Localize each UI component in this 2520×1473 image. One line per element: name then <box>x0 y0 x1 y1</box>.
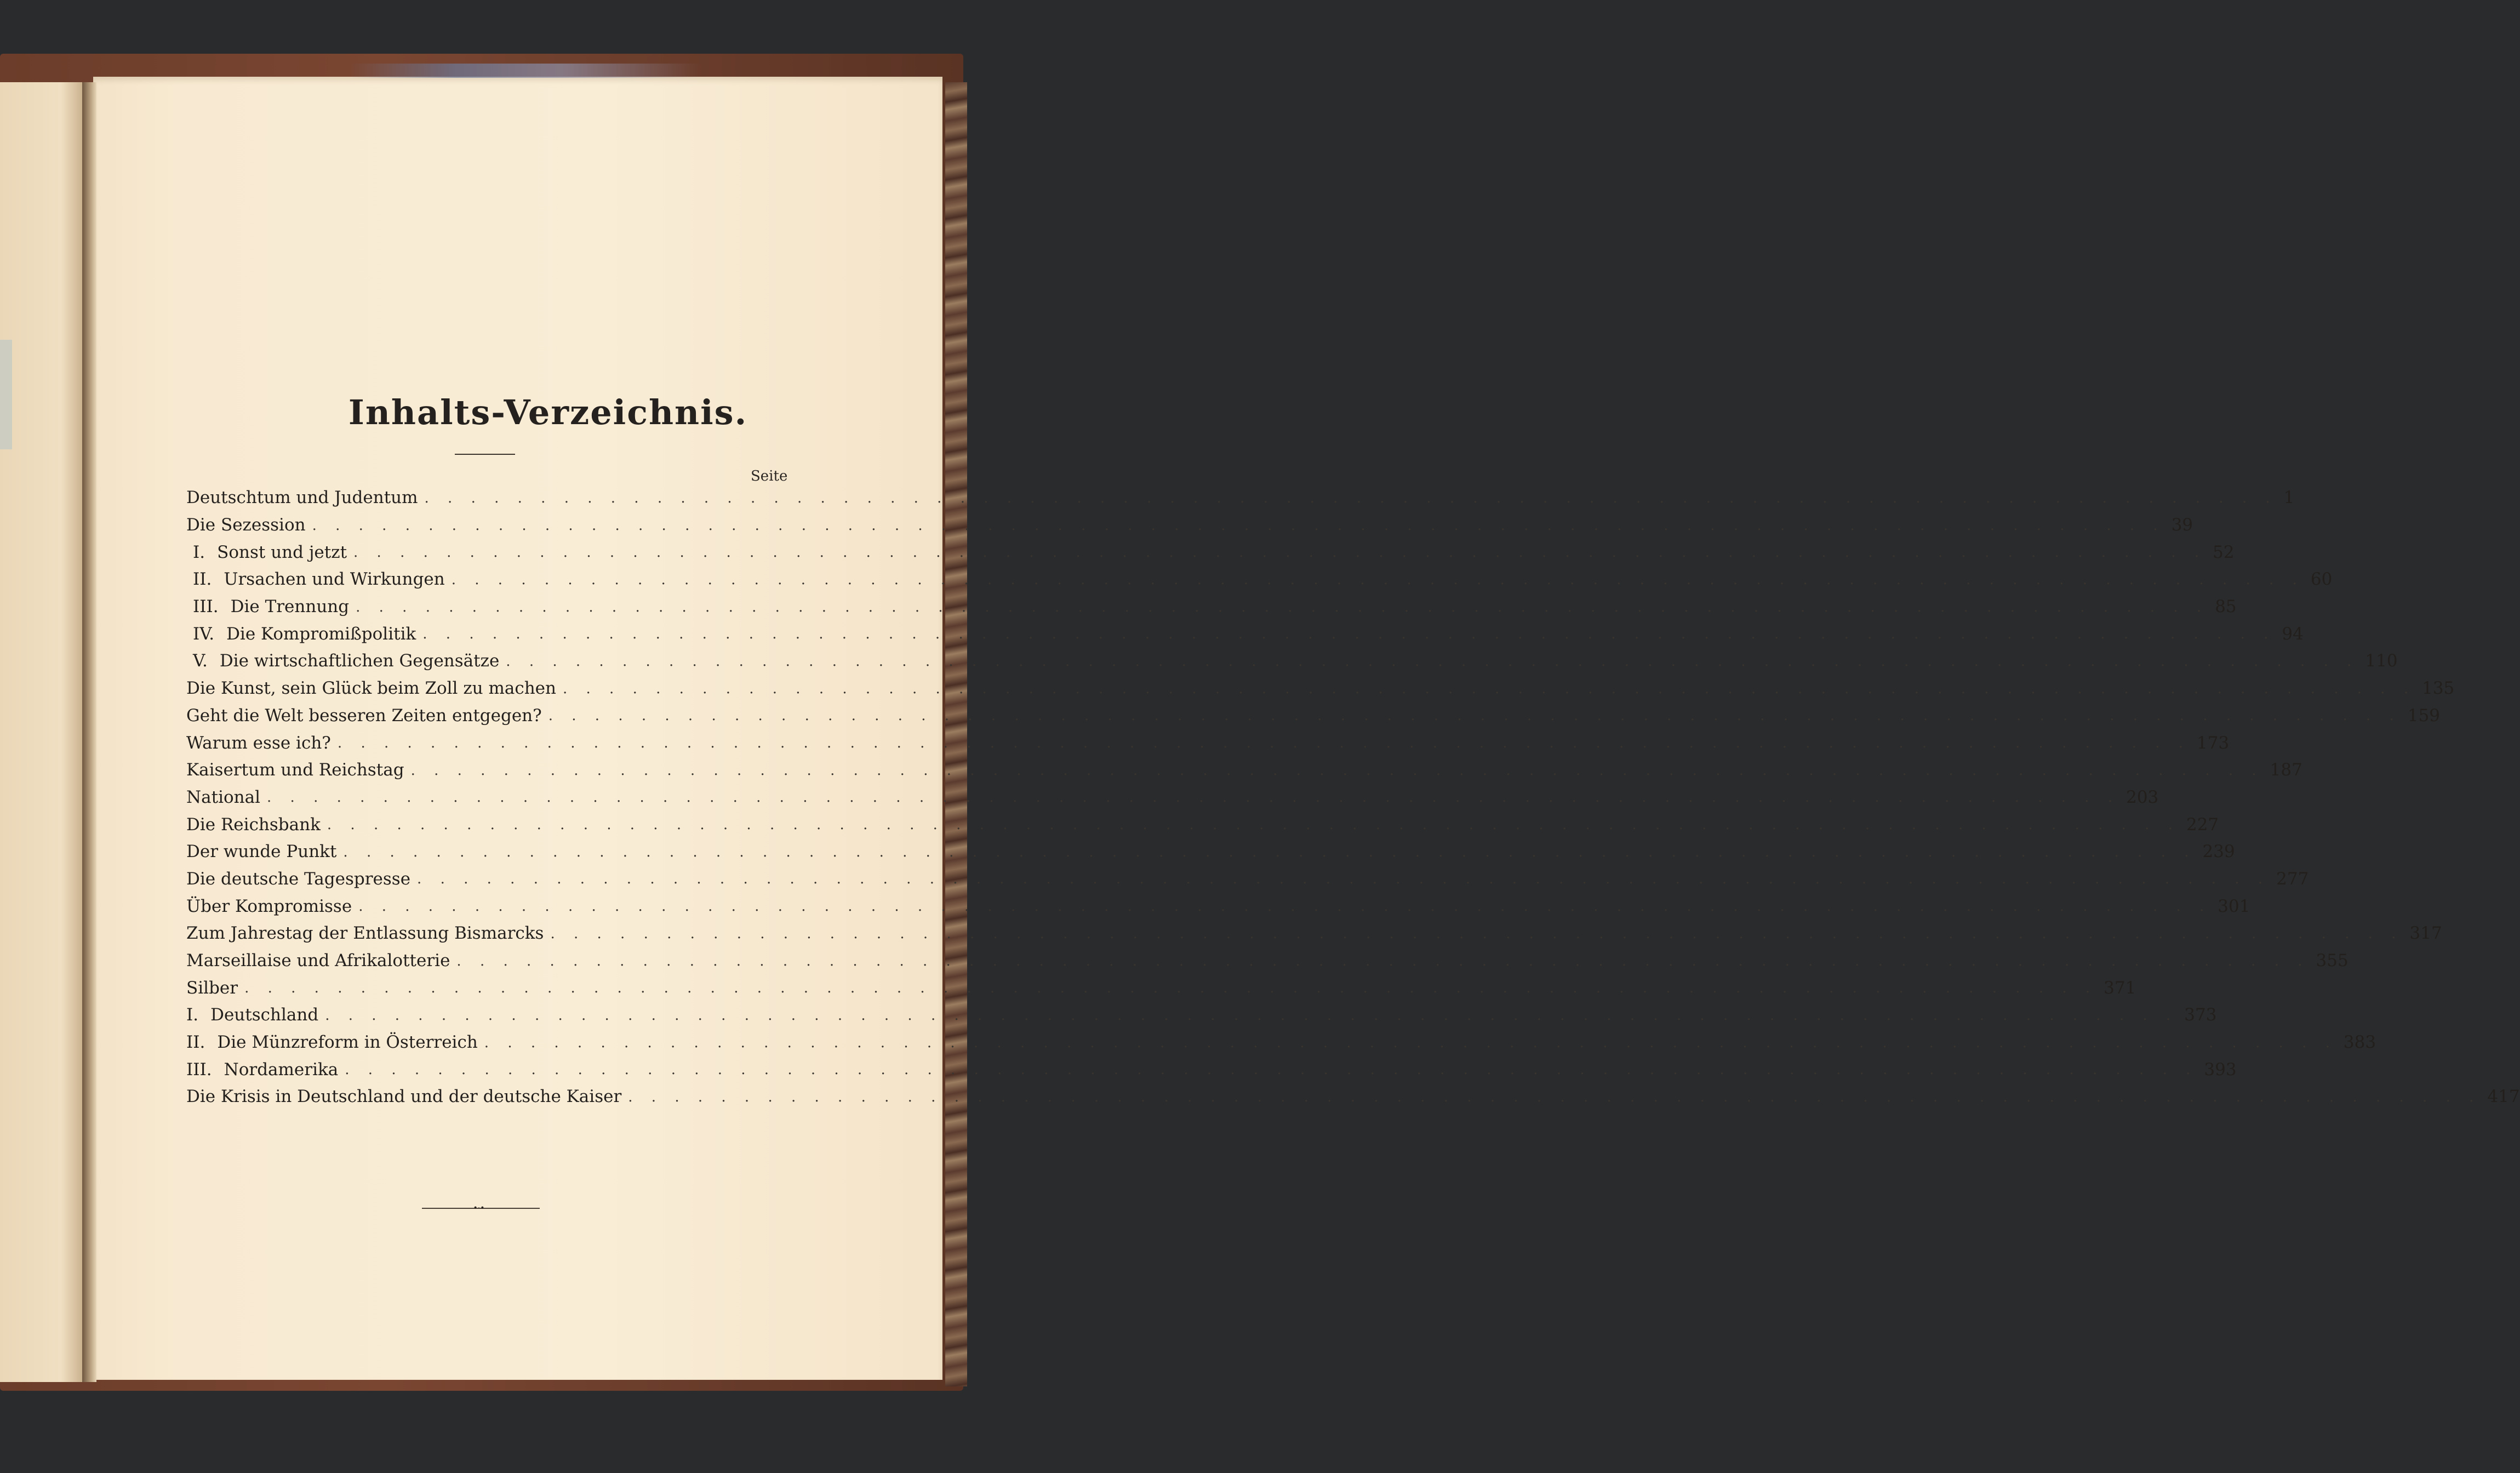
page-top-discoloration <box>351 64 701 78</box>
toc-entry-title: National <box>186 787 261 807</box>
marbled-edge <box>945 82 967 1386</box>
toc-entry <box>186 484 2295 512</box>
dot-leader: . . . . . . . . . . . . . . . . . . . . . . . . . . . . . . . . . . . . . . . . . . . . . . . . . . . . . . . . . . . . . . . . . . . . . . . . . . . . . . . . <box>267 789 2120 806</box>
toc-entry <box>186 811 2219 838</box>
left-page <box>0 82 88 1382</box>
toc-entry-title: Marseillaise und Afrikalotterie <box>186 951 450 971</box>
toc-entry <box>186 539 2235 566</box>
dot-leader: . . . . . . . . . . . . . . . . . . . . . . . . . . . . . . . . . . . . . . . . . . . . . . . . . . . . . . . . . . . . . . . . . . . . . . . . . . . . . . . . <box>337 735 2191 752</box>
toc-entry <box>186 893 2250 920</box>
dot-leader: . . . . . . . . . . . . . . . . . . . . . . . . . . . . . . . . . . . . . . . . . . . . . . . . . . . . . . . . . . . . . . . . . . . . . . . . . . . . . . . . <box>345 1061 2198 1078</box>
toc-entry-page: 383 <box>2343 1032 2376 1053</box>
toc-entry-title: Die wirtschaftlichen Gegensätze <box>219 651 500 671</box>
toc-entry <box>186 784 2159 812</box>
toc-entry <box>186 648 2398 675</box>
dot-leader: . . . . . . . . . . . . . . . . . . . . . . . . . . . . . . . . . . . . . . . . . . . . . . . . . . . . . . . . . . . . . . . . . . . . . . . . . . . . . . . . <box>343 843 2196 860</box>
toc-entry-title: Die Kunst, sein Glück beim Zoll zu machen <box>186 678 556 699</box>
book-gutter <box>82 82 96 1382</box>
toc-entry-page: 239 <box>2202 842 2235 862</box>
toc-entry-number: I. <box>186 1005 199 1025</box>
dot-leader: . . . . . . . . . . . . . . . . . . . . . . . . . . . . . . . . . . . . . . . . . . . . . . . . . . . . . . . . . . . . . . . . . . . . . . . . . . . . . . . . <box>456 952 2310 969</box>
toc-entry-page: 373 <box>2184 1005 2217 1025</box>
toc-entry <box>186 729 2230 757</box>
toc-entry-number: V. <box>193 651 208 671</box>
toc-entry <box>186 512 2193 539</box>
title-rule <box>455 454 515 455</box>
toc-entry-page: 173 <box>2197 733 2230 753</box>
toc-entry-page: 277 <box>2276 869 2309 889</box>
toc-entry-title: Über Kompromisse <box>186 896 352 916</box>
toc-entry-page: 94 <box>2282 624 2304 644</box>
toc-entry-page: 301 <box>2218 896 2250 916</box>
page-column-label: Seite <box>751 468 788 484</box>
toc-entry-page: 227 <box>2186 814 2219 835</box>
toc-entry <box>186 757 2302 784</box>
toc-entry-page: 52 <box>2213 542 2235 562</box>
toc-entry-page: 85 <box>2215 597 2237 617</box>
toc-entry <box>186 1056 2237 1083</box>
toc-entry-title: Zum Jahrestag der Entlassung Bismarcks <box>186 923 544 944</box>
toc-entry <box>186 675 2455 703</box>
dot-leader: . . . . . . . . . . . . . . . . . . . . . . . . . . . . . . . . . . . . . . . . . . . . . . . . . . . . . . . . . . . . . . . . . . . . . . . . . . . . . . . . <box>353 544 2207 561</box>
toc-entry <box>186 593 2237 621</box>
toc-entry-number: I. <box>193 542 205 562</box>
dot-leader: . . . . . . . . . . . . . . . . . . . . . . . . . . . . . . . . . . . . . . . . . . . . . . . . . . . . . . . . . . . . . . . . . . . . . . . . . . . . . . . . <box>628 1088 2481 1105</box>
toc-entry <box>186 1083 2520 1111</box>
toc-entry-number: II. <box>186 1032 205 1053</box>
toc-entry-number: II. <box>193 569 212 590</box>
dot-leader: . . . . . . . . . . . . . . . . . . . . . . . . . . . . . . . . . . . . . . . . . . . . . . . . . . . . . . . . . . . . . . . . . . . . . . . . . . . . . . . . <box>550 925 2403 942</box>
toc-entry <box>186 947 2348 975</box>
dot-leader: . . . . . . . . . . . . . . . . . . . . . . . . . . . . . . . . . . . . . . . . . . . . . . . . . . . . . . . . . . . . . . . . . . . . . . . . . . . . . . . . <box>356 598 2209 615</box>
toc-entry-title: Die Reichsbank <box>186 814 321 835</box>
toc-entry-title: Die Trennung <box>230 597 350 617</box>
toc-entry-page: 371 <box>2104 978 2136 998</box>
toc-entry-page: 203 <box>2126 787 2159 807</box>
dot-leader: . . . . . . . . . . . . . . . . . . . . . . . . . . . . . . . . . . . . . . . . . . . . . . . . . . . . . . . . . . . . . . . . . . . . . . . . . . . . . . . . <box>410 762 2264 779</box>
toc-entry <box>186 1029 2376 1057</box>
page-title: Inhalts-Verzeichnis. <box>348 392 748 432</box>
toc-entry-page: 417 <box>2487 1087 2520 1107</box>
toc-entry <box>186 866 2309 893</box>
dot-leader: . . . . . . . . . . . . . . . . . . . . . . . . . . . . . . . . . . . . . . . . . . . . . . . . . . . . . . . . . . . . . . . . . . . . . . . . . . . . . . . . <box>484 1034 2337 1051</box>
toc-entry <box>186 566 2333 593</box>
toc-entry-title: Die Sezession <box>186 515 306 535</box>
dot-leader: . . . . . . . . . . . . . . . . . . . . . . . . . . . . . . . . . . . . . . . . . . . . . . . . . . . . . . . . . . . . . . . . . . . . . . . . . . . . . . . . <box>417 871 2270 888</box>
dot-leader: . . . . . . . . . . . . . . . . . . . . . . . . . . . . . . . . . . . . . . . . . . . . . . . . . . . . . . . . . . . . . . . . . . . . . . . . . . . . . . . . <box>325 1007 2178 1024</box>
toc-entry-page: 60 <box>2310 569 2333 590</box>
toc-entry-page: 159 <box>2407 705 2441 726</box>
toc-entry <box>186 1002 2217 1029</box>
dot-leader: . . . . . . . . . . . . . . . . . . . . . . . . . . . . . . . . . . . . . . . . . . . . . . . . . . . . . . . . . . . . . . . . . . . . . . . . . . . . . . . . <box>244 980 2098 997</box>
toc-entry-page: 135 <box>2422 678 2455 699</box>
toc-entry <box>186 620 2304 648</box>
toc-entry-title: Kaisertum und Reichstag <box>186 760 404 780</box>
toc-entry-page: 110 <box>2365 651 2398 671</box>
dot-leader: . . . . . . . . . . . . . . . . . . . . . . . . . . . . . . . . . . . . . . . . . . . . . . . . . . . . . . . . . . . . . . . . . . . . . . . . . . . . . . . . <box>563 680 2416 697</box>
toc-entry <box>186 703 2441 730</box>
dot-leader: . . . . . . . . . . . . . . . . . . . . . . . . . . . . . . . . . . . . . . . . . . . . . . . . . . . . . . . . . . . . . . . . . . . . . . . . . . . . . . . . <box>424 489 2277 506</box>
toc-entry-page: 393 <box>2204 1059 2237 1080</box>
toc-entry-title: Geht die Welt besseren Zeiten entgegen? <box>186 705 542 726</box>
toc-entry-title: Sonst und jetzt <box>217 542 347 562</box>
toc-entry-page: 187 <box>2270 760 2302 780</box>
toc-entry-page: 39 <box>2171 515 2193 535</box>
toc-entry-title: Nordamerika <box>224 1059 339 1080</box>
toc-entry-page: 317 <box>2409 923 2442 944</box>
table-of-contents <box>186 484 2520 1111</box>
toc-entry-title: Die Krisis in Deutschland und der deutsche Kaiser <box>186 1087 622 1107</box>
toc-entry-title: Silber <box>186 978 238 998</box>
toc-entry-page: 1 <box>2283 488 2295 508</box>
toc-entry-title: Ursachen und Wirkungen <box>224 569 445 590</box>
toc-entry-page: 355 <box>2316 951 2348 971</box>
toc-entry <box>186 920 2442 947</box>
toc-entry-title: Die deutsche Tagespresse <box>186 869 411 889</box>
closing-ornament-icon: •·• <box>473 1204 485 1213</box>
toc-entry-title: Die Münzreform in Österreich <box>217 1032 478 1053</box>
toc-entry <box>186 974 2136 1002</box>
toc-entry-title: Die Kompromißpolitik <box>226 624 416 644</box>
toc-entry-number: III. <box>186 1059 212 1080</box>
toc-entry-title: Deutschtum und Judentum <box>186 488 418 508</box>
dot-leader: . . . . . . . . . . . . . . . . . . . . . . . . . . . . . . . . . . . . . . . . . . . . . . . . . . . . . . . . . . . . . . . . . . . . . . . . . . . . . . . . <box>451 571 2304 588</box>
toc-entry-number: IV. <box>193 624 215 644</box>
dot-leader: . . . . . . . . . . . . . . . . . . . . . . . . . . . . . . . . . . . . . . . . . . . . . . . . . . . . . . . . . . . . . . . . . . . . . . . . . . . . . . . . <box>358 898 2212 915</box>
toc-entry-title: Warum esse ich? <box>186 733 331 753</box>
toc-entry-title: Der wunde Punkt <box>186 842 337 862</box>
dot-leader: . . . . . . . . . . . . . . . . . . . . . . . . . . . . . . . . . . . . . . . . . . . . . . . . . . . . . . . . . . . . . . . . . . . . . . . . . . . . . . . . <box>422 626 2276 643</box>
dot-leader: . . . . . . . . . . . . . . . . . . . . . . . . . . . . . . . . . . . . . . . . . . . . . . . . . . . . . . . . . . . . . . . . . . . . . . . . . . . . . . . . <box>548 707 2401 724</box>
dot-leader: . . . . . . . . . . . . . . . . . . . . . . . . . . . . . . . . . . . . . . . . . . . . . . . . . . . . . . . . . . . . . . . . . . . . . . . . . . . . . . . . <box>312 517 2165 534</box>
toc-entry-title: Deutschland <box>210 1005 319 1025</box>
toc-entry-number: III. <box>193 597 219 617</box>
dot-leader: . . . . . . . . . . . . . . . . . . . . . . . . . . . . . . . . . . . . . . . . . . . . . . . . . . . . . . . . . . . . . . . . . . . . . . . . . . . . . . . . <box>327 817 2180 833</box>
toc-entry <box>186 838 2235 866</box>
dot-leader: . . . . . . . . . . . . . . . . . . . . . . . . . . . . . . . . . . . . . . . . . . . . . . . . . . . . . . . . . . . . . . . . . . . . . . . . . . . . . . . . <box>506 653 2359 670</box>
